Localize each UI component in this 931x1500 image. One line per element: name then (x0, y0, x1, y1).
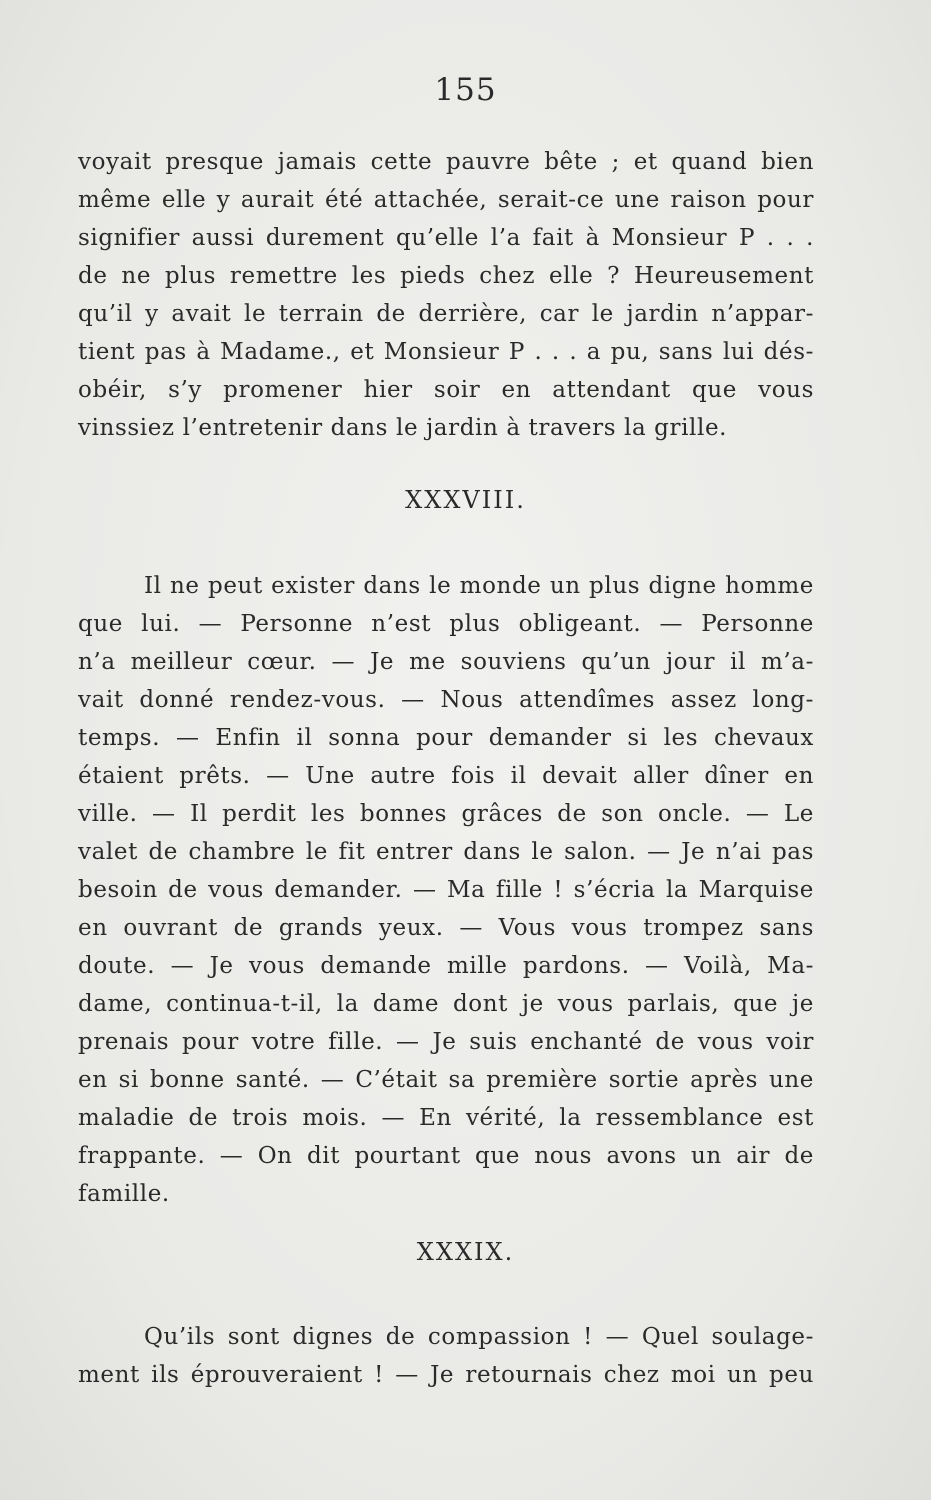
text-line: n’a meilleur cœur. — Je me souviens qu’un jour il m’a- (78, 649, 814, 675)
text-line: Il ne peut exister dans le monde un plus digne homme (144, 573, 814, 599)
text-line: temps. — Enfin il sonna pour demander si les chevaux (78, 725, 814, 751)
page-number: 155 (434, 72, 497, 108)
text-line: prenais pour votre fille. — Je suis enchanté de vous voir (78, 1029, 814, 1055)
text-line: frappante. — On dit pourtant que nous avons un air de (78, 1143, 814, 1169)
section-xxxix-paragraph (78, 1318, 814, 1394)
text-line: maladie de trois mois. — En vérité, la ressemblance est (78, 1105, 814, 1131)
text-line: valet de chambre le fit entrer dans le salon. — Je n’ai pas (78, 839, 814, 865)
text-line: qu’il y avait le terrain de derrière, car le jardin n’appar- (78, 301, 814, 327)
text-line: vinssiez l’entretenir dans le jardin à travers la grille. (78, 415, 728, 441)
text-line: étaient prêts. — Une autre fois il devait aller dîner en (78, 763, 814, 789)
text-line: besoin de vous demander. — Ma fille ! s’écria la Marquise (78, 877, 814, 903)
text-line: voyait presque jamais cette pauvre bête ; et quand bien (78, 149, 814, 175)
text-line: que lui. — Personne n’est plus obligeant. — Personne (78, 611, 814, 637)
paragraph-continued (78, 143, 814, 447)
text-line: dame, continua-t-il, la dame dont je vous parlais, que je (78, 991, 814, 1017)
text-line: vait donné rendez-vous. — Nous attendîmes assez long- (78, 687, 814, 713)
text-line: signifier aussi durement qu’elle l’a fait à Monsieur P . . . (78, 225, 814, 251)
text-line: en si bonne santé. — C’était sa première sortie après une (78, 1067, 814, 1093)
text-line: ville. — Il perdit les bonnes grâces de son oncle. — Le (78, 801, 814, 827)
section-heading-xxxviii: XXXVIII. (405, 486, 526, 514)
text-line: doute. — Je vous demande mille pardons. — Voilà, Ma- (78, 953, 814, 979)
text-line: Qu’ils sont dignes de compassion ! — Quel soulage- (144, 1324, 814, 1350)
text-line: ment ils éprouveraient ! — Je retournais chez moi un peu (78, 1362, 814, 1388)
text-line: en ouvrant de grands yeux. — Vous vous trompez sans (78, 915, 814, 941)
text-line: obéir, s’y promener hier soir en attendant que vous (78, 377, 814, 403)
text-line: tient pas à Madame., et Monsieur P . . . a pu, sans lui dés- (78, 339, 814, 365)
text-line: de ne plus remettre les pieds chez elle ? Heureusement (78, 263, 814, 289)
section-heading-xxxix: XXXIX. (416, 1238, 515, 1266)
text-line: même elle y aurait été attachée, serait-ce une raison pour (78, 187, 814, 213)
section-xxxviii-paragraph (78, 567, 814, 1213)
text-line: famille. (78, 1181, 170, 1207)
